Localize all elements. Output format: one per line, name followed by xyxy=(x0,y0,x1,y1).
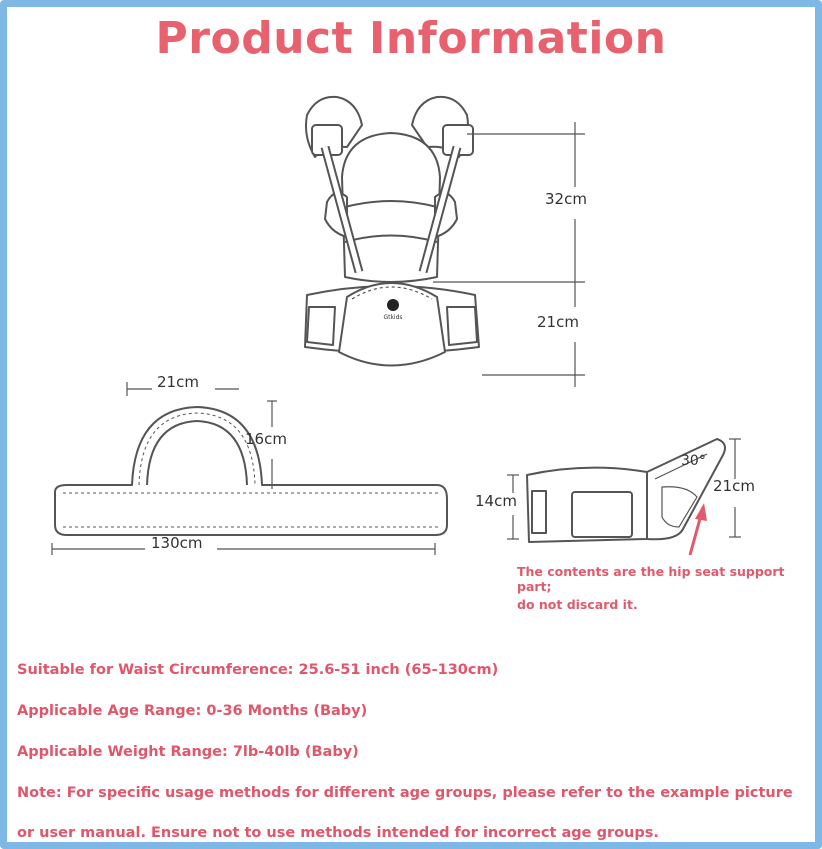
info-age-range: Applicable Age Range: 0-36 Months (Baby) xyxy=(17,703,368,719)
belt-length-label: 130cm xyxy=(151,534,203,552)
hip-seat-note-line-2: do not discard it. xyxy=(517,597,638,612)
info-weight-range: Applicable Weight Range: 7lb-40lb (Baby) xyxy=(17,744,359,760)
info-waist-circumference: Suitable for Waist Circumference: 25.6-51 inch (65-130cm) xyxy=(17,662,499,678)
belt-height-label: 16cm xyxy=(245,430,287,448)
belt-width-label: 21cm xyxy=(157,373,199,391)
hip-seat-side-height-label: 21cm xyxy=(713,477,755,495)
hip-seat-front-height-label: 14cm xyxy=(475,492,517,510)
belt-drawing xyxy=(55,407,447,535)
hip-seat-note-line-1: The contents are the hip seat support part; xyxy=(517,564,785,594)
carrier-upper-height-label: 32cm xyxy=(545,190,587,208)
hip-seat-angle-label: 30° xyxy=(681,453,706,469)
info-usage-note-line-2: or user manual. Ensure not to use methods intended for incorrect age groups. xyxy=(17,825,659,841)
carrier-drawing xyxy=(305,97,479,366)
carrier-lower-height-label: 21cm xyxy=(537,313,579,331)
info-usage-note-line-1: Note: For specific usage methods for different age groups, please refer to the example picture xyxy=(17,785,793,801)
page-title: Product Information xyxy=(155,13,667,64)
svg-text:Gtkids: Gtkids xyxy=(383,314,403,321)
